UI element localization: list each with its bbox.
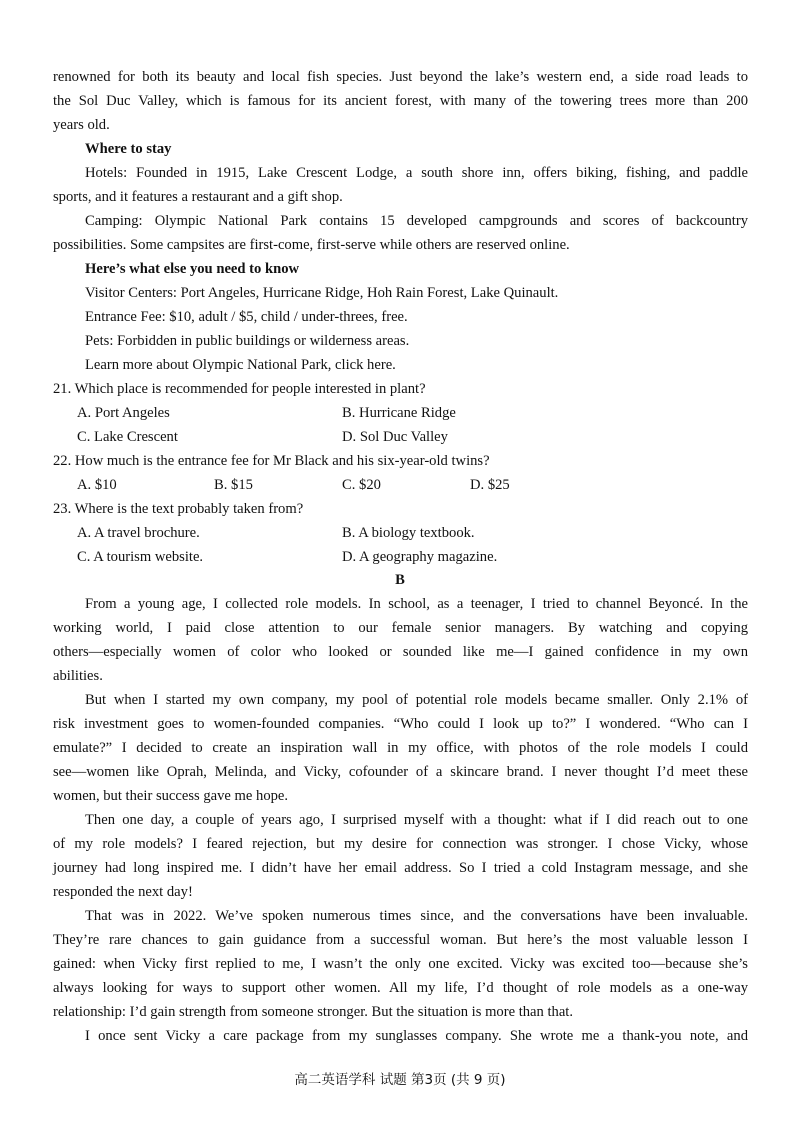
hotels-paragraph-line: sports, and it features a restaurant and a gift shop. bbox=[53, 189, 343, 205]
know-item-link: Learn more about Olympic National Park, click here. bbox=[85, 357, 396, 373]
question-22-option-b: B. $15 bbox=[214, 477, 253, 493]
hotels-paragraph-line: Hotels: Founded in 1915, Lake Crescent Lodge, a south shore inn, offers biking, fishing, and paddle bbox=[85, 165, 748, 181]
passage-b-paragraph-line: see—women like Oprah, Melinda, and Vicky, cofounder of a skincare brand. I never thought I’d meet these bbox=[53, 764, 748, 780]
passage-b-paragraph-line: gained: when Vicky first replied to me, I wasn’t the only one excited. Vicky was excited too—because she’s bbox=[53, 956, 748, 972]
passage-a-intro-line: years old. bbox=[53, 117, 110, 133]
camping-paragraph-line: possibilities. Some campsites are first-come, first-serve while others are reserved online. bbox=[53, 237, 570, 253]
question-23-option-a: A. A travel brochure. bbox=[77, 525, 200, 541]
page-footer: 高二英语学科 试题 第3页 (共 9 页) bbox=[294, 1072, 506, 1088]
question-23-option-d: D. A geography magazine. bbox=[342, 549, 498, 565]
passage-b-paragraph-line: others—especially women of color who looked or sounded like me—I gained confidence in my own bbox=[53, 644, 748, 660]
passage-b-paragraph-line: journey had long inspired me. I didn’t have her email address. So I tried a cold Instagram message, and she bbox=[53, 860, 748, 876]
where-to-stay-heading: Where to stay bbox=[85, 141, 172, 157]
question-23-option-c: C. A tourism website. bbox=[77, 549, 204, 565]
passage-b-paragraph-line: That was in 2022. We’ve spoken numerous times since, and the conversations have been invaluable. bbox=[85, 908, 748, 924]
passage-b-paragraph-line: I once sent Vicky a care package from my sunglasses company. She wrote me a thank-you note, and bbox=[85, 1028, 748, 1044]
passage-a-intro-line: the Sol Duc Valley, which is famous for its ancient forest, with many of the towering trees more than 200 bbox=[53, 93, 748, 109]
know-item: Pets: Forbidden in public buildings or wilderness areas. bbox=[85, 333, 410, 349]
passage-b-paragraph-line: But when I started my own company, my pool of potential role models became smaller. Only 2.1% of bbox=[85, 692, 748, 708]
passage-b-paragraph-line: of my role models? I feared rejection, but my desire for connection was stronger. I chose Vicky, whose bbox=[53, 836, 748, 852]
question-21-option-d: D. Sol Duc Valley bbox=[342, 429, 448, 445]
passage-b-paragraph-line: abilities. bbox=[53, 668, 103, 684]
question-22-option-d: D. $25 bbox=[470, 477, 510, 493]
passage-b-paragraph-line: relationship: I’d gain strength from someone stronger. But the situation is more than that. bbox=[53, 1004, 574, 1020]
passage-b-paragraph-line: women, but their success gave me hope. bbox=[53, 788, 289, 804]
question-22-option-a: A. $10 bbox=[77, 477, 117, 493]
question-21-option-a: A. Port Angeles bbox=[77, 405, 170, 421]
question-22-stem: 22. How much is the entrance fee for Mr Black and his six-year-old twins? bbox=[53, 453, 490, 469]
passage-a-intro-line: renowned for both its beauty and local fish species. Just beyond the lake’s western end, a side road leads to bbox=[53, 69, 748, 85]
question-22-option-c: C. $20 bbox=[342, 477, 381, 493]
know-item: Entrance Fee: $10, adult / $5, child / under-threes, free. bbox=[85, 309, 408, 325]
passage-b-paragraph-line: emulate?” I decided to create an inspiration wall in my office, with photos of the role models I could bbox=[53, 740, 748, 756]
passage-b-paragraph-line: responded the next day! bbox=[53, 884, 193, 900]
passage-b-paragraph-line: risk investment goes to women-founded companies. “Who could I look up to?” I wondered. “Who can I bbox=[53, 716, 748, 732]
question-23-option-b: B. A biology textbook. bbox=[342, 525, 475, 541]
know-item: Visitor Centers: Port Angeles, Hurricane Ridge, Hoh Rain Forest, Lake Quinault. bbox=[85, 285, 559, 301]
question-21-option-c: C. Lake Crescent bbox=[77, 429, 178, 445]
question-21-option-b: B. Hurricane Ridge bbox=[342, 405, 456, 421]
question-21-stem: 21. Which place is recommended for people interested in plant? bbox=[53, 381, 426, 397]
passage-b-paragraph-line: They’re rare chances to gain guidance from a successful woman. But here’s the most valuable lesson I bbox=[53, 932, 748, 948]
passage-b-paragraph-line: Then one day, a couple of years ago, I surprised myself with a thought: what if I did reach out to one bbox=[85, 812, 748, 828]
camping-paragraph-line: Camping: Olympic National Park contains 15 developed campgrounds and scores of backcountry bbox=[85, 213, 748, 229]
passage-b-paragraph-line: working world, I paid close attention to our female senior managers. By watching and copying bbox=[53, 620, 748, 636]
passage-b-label: B bbox=[395, 572, 405, 588]
passage-b-paragraph-line: always looking for ways to support other women. All my life, I’d thought of role models as a one-way bbox=[53, 980, 748, 996]
question-23-stem: 23. Where is the text probably taken from? bbox=[53, 501, 304, 517]
passage-b-paragraph-line: From a young age, I collected role models. In school, as a teenager, I tried to channel Beyoncé. In the bbox=[85, 596, 748, 612]
need-to-know-heading: Here’s what else you need to know bbox=[85, 261, 300, 277]
